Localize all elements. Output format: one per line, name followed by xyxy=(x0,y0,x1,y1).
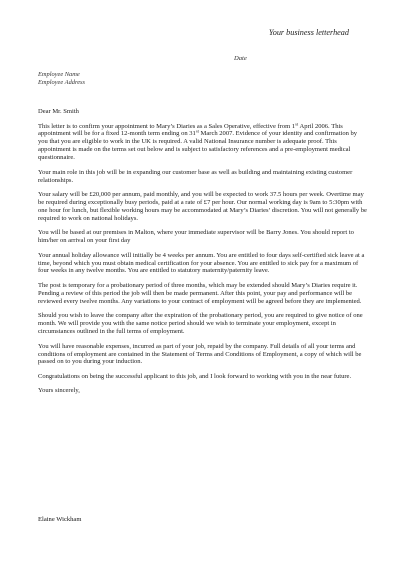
paragraph-notice: Should you wish to leave the company after the expiration of the probationary period, you are required to give notice of one month. We will provide you with the same notice period should we wish to terminate your employment, except in circumstances outlined in the full terms of employment. xyxy=(38,312,363,336)
ordinal-suffix: st xyxy=(195,128,199,134)
recipient-block xyxy=(38,71,85,87)
letter-body xyxy=(38,108,368,402)
paragraph-holiday: Your annual holiday allowance will initially be 4 weeks per annum. You are entitled to four days self-certified sick leave at a time, beyond which you must obtain medical certification for your absence. You are entitled to sick pay for a maximum of four weeks in any twelve months. You are entitled to statutory maternity/paternity leave. xyxy=(38,251,365,275)
paragraph-probation: The post is temporary for a probationary period of three months, which may be extended should Mary’s Diaries require it. Pending a review of this period the job will then be made permanent. After this point, your pay and performance will be reviewed every twelve months. Any variations to your contract of employment will be agreed before they are implemented. xyxy=(38,281,362,305)
date-label: Date xyxy=(234,55,247,62)
paragraph-location: You will be based at our premises in Malton, where your immediate supervisor will be Barry Jones. You should report to him/her on arrival on your first day xyxy=(38,229,354,245)
paragraph-expenses: You will have reasonable expenses, incurred as part of your job, repaid by the company. Full details of all your terms and conditions of employment are contained in the Statement of Terms and Conditions of Employment, a copy of which will be passed on to you during your induction. xyxy=(38,342,362,366)
ordinal-suffix: st xyxy=(295,120,299,126)
paragraph-salary: Your salary will be £20,000 per annum, paid monthly, and you will be expected to work 37.5 hours per week. Overtime may be required during exceptionally busy periods, paid at a rate of £7 per hour. Our normal working day is 9am to 5:30pm with one hour for lunch, but flexible working hours may be accommodated at Mary’s Diaries’ discretion. You will not generally be required to work on national holidays. xyxy=(38,191,367,222)
closing: Yours sincerely, xyxy=(38,387,80,395)
recipient-name: Employee Name xyxy=(38,71,80,78)
paragraph-appointment-part-1: This letter is to confirm your appointment to Mary’s Diaries as a Sales Operative, effective from 1 xyxy=(38,122,296,130)
paragraph-role: Your main role in this job will be in expanding our customer base as well as building and maintaining existing customer relationships. xyxy=(38,168,353,184)
recipient-address: Employee Address xyxy=(38,79,86,86)
signatory-name: Elaine Wickham xyxy=(38,516,82,523)
letterhead: Your business letterhead xyxy=(268,28,349,37)
paragraph-congratulations: Congratulations on being the successful applicant to this job, and I look forward to working with you in the near future. xyxy=(38,372,352,380)
paragraph-appointment xyxy=(38,120,368,163)
paragraph-appointment-part-3: March 2007. Evidence of your identity and confirmation by you that you are eligible to work in the UK is required. A valid National Insurance number is adequate proof. This appointment is made on the terms set out below and is subject to satisfactory references and a pre-employment medical questionnaire. xyxy=(38,130,358,162)
salutation: Dear Mr. Smith xyxy=(38,108,79,115)
paragraph-appointment-part-2: April 2006. This appointment will be for a fixed 12-month term ending on 31 xyxy=(38,122,343,138)
